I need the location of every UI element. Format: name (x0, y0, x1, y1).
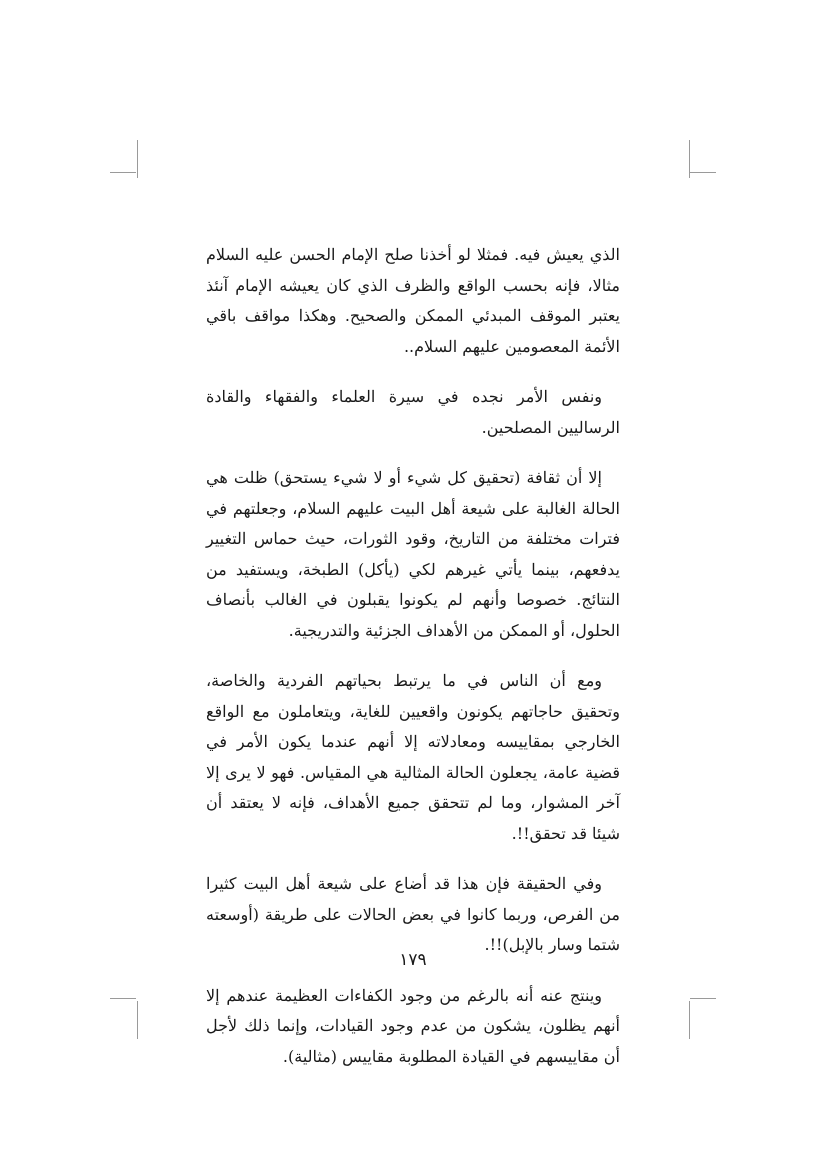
page-number: ١٧٩ (399, 950, 427, 970)
paragraph: وينتج عنه أنه بالرغم من وجود الكفاءات العظيمة عندهم إلا أنهم يظلون، يشكون من عدم وجود القيادات، وإنما ذلك لأجل أن مقاييسهم في القيادة المطلوبة مقاييس (مثالية). (206, 985, 620, 1066)
crop-mark-bottom-left-vertical (137, 1001, 138, 1039)
paragraph: إلا أن ثقافة (تحقيق كل شيء أو لا شيء يستحق) ظلت هي الحالة الغالبة على شيعة أهل البيت عليهم السلام، وجعلتهم في فترات مختلفة من التاريخ، وقود الثورات، حيث حماس التغيير يدفعهم، بينما يأتي غيرهم لكي (يأكل) الطبخة، ويستفيد من النتائج. خصوصا وأنهم لم يكونوا يقبلون في الغالب بأنصاف الحلول، أو الممكن من الأهداف الجزئية والتدريجية. (206, 468, 620, 640)
paragraph: الذي يعيش فيه. فمثلا لو أخذنا صلح الإمام الحسن عليه السلام مثالا، فإنه بحسب الواقع والظرف الذي كان يعيشه الإمام آنئذ يعتبر الموقف المبدئي الممكن والصحيح. وهكذا مواقف باقي الأئمة المعصومين عليهم السلام.. (206, 245, 620, 356)
paragraph: وفي الحقيقة فإن هذا قد أضاع على شيعة أهل البيت كثيرا من الفرص، وربما كانوا في بعض الحالات على طريقة (أوسعته شتما وسار بالإبل)!!. (206, 874, 620, 954)
crop-mark-top-left-vertical (137, 140, 138, 178)
crop-mark-bottom-right-horizontal (690, 998, 716, 999)
crop-mark-top-right-vertical (689, 140, 690, 178)
paragraph: ومع أن الناس في ما يرتبط بحياتهم الفردية والخاصة، وتحقيق حاجاتهم يكونون واقعيين للغاية، ويتعاملون مع الواقع الخارجي بمقاييسه ومعادلاته إلا أنهم عندما يكون الأمر في قضية عامة، يجعلون الحالة المثالية هي المقياس. فهو لا يرى إلا آخر المشوار، وما لم تتحقق جميع الأهداف، فإنه لا يعتقد أن شيئا قد تحقق!!. (206, 671, 620, 843)
crop-mark-bottom-right-vertical (689, 1001, 690, 1039)
crop-mark-top-left-horizontal (110, 172, 136, 173)
paragraph: ونفس الأمر نجده في سيرة العلماء والفقهاء والقادة الرساليين المصلحين. (206, 387, 620, 437)
crop-mark-top-right-horizontal (690, 172, 716, 173)
crop-mark-bottom-left-horizontal (110, 998, 136, 999)
